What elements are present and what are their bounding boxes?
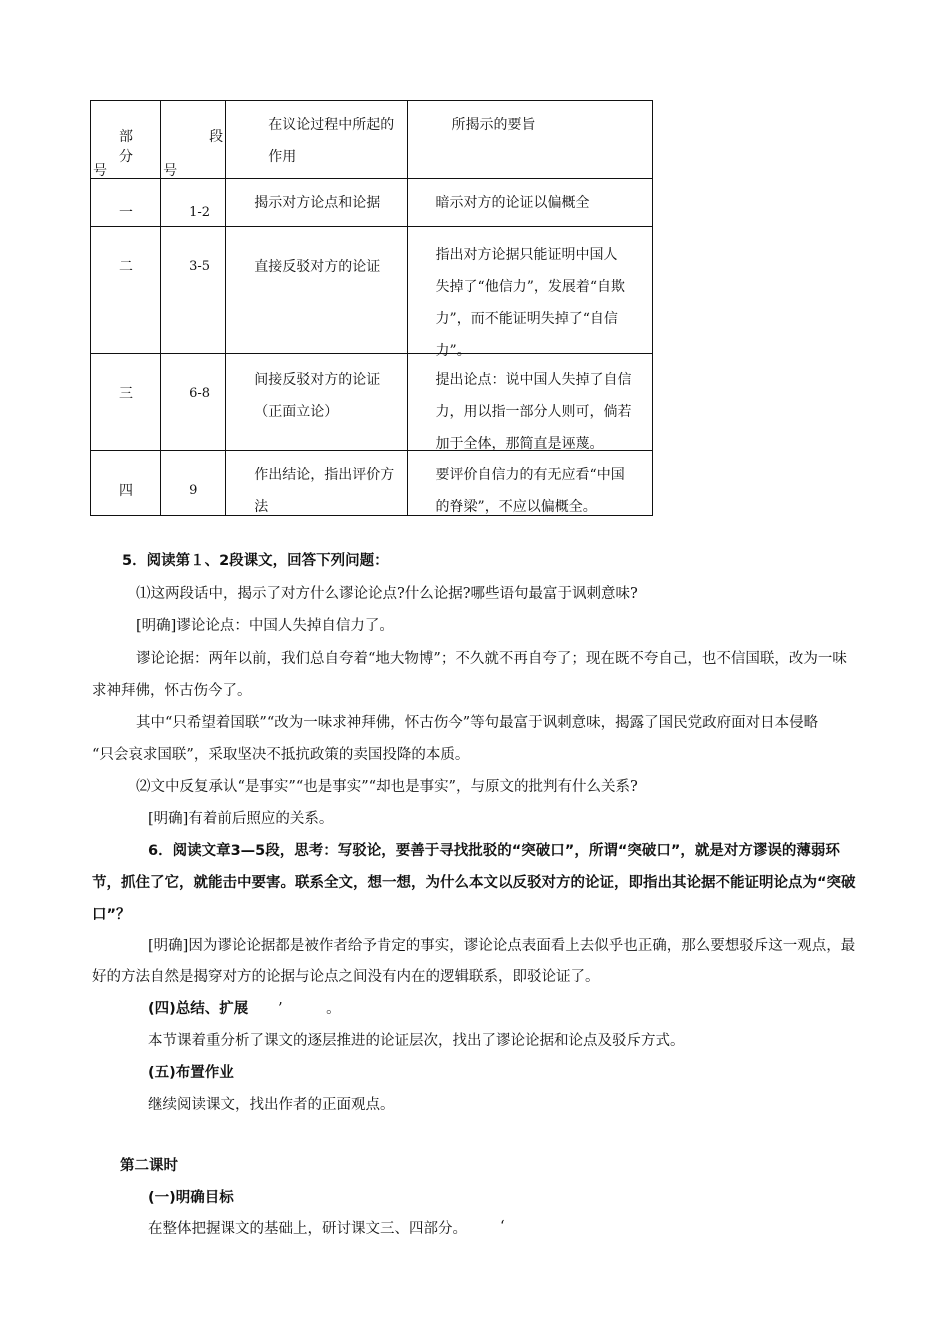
row-part — [91, 227, 161, 354]
row-part-text: 一 — [119, 205, 133, 221]
row-point-line: 加于全体，那简直是诬蔑。 — [435, 436, 604, 452]
row-point — [407, 354, 652, 451]
row-point-line: 的脊梁”，不应以偏概全。 — [435, 499, 597, 515]
header-part-number — [91, 101, 161, 179]
header-point — [407, 101, 652, 179]
row-role-text: 直接反驳对方的论证 — [254, 259, 381, 275]
row-part — [91, 354, 161, 451]
row-role-line: 间接反驳对方的论证 — [254, 372, 381, 388]
row-role-line: （正面立论） — [254, 404, 339, 420]
row-para — [161, 451, 226, 516]
row-para-text: 9 — [189, 483, 198, 498]
question-6-line-1: 6．阅读文章3—5段，思考：写驳论，要善于寻找批驳的“突破口”，所谓“突破口”，就是对方谬误的薄弱环 — [148, 843, 840, 859]
row-point-line: 力，用以指一部分人则可，倘若 — [435, 404, 632, 420]
row-point-line: 提出论点：说中国人失掉了自信 — [435, 372, 632, 388]
header-paragraph-number — [161, 101, 226, 179]
row-role — [226, 451, 407, 516]
question-5-2: ⑵文中反复承认“是事实”“也是事实”“却也是事实”，与原文的批判有什么关系? — [136, 779, 638, 795]
table-row — [91, 354, 653, 451]
row-role-text: 揭示对方论点和论据 — [254, 195, 381, 211]
row-point-line: 失掉了“他信力”，发展着“自欺 — [435, 279, 626, 295]
row-role-line: 作出结论，指出评价方 — [254, 467, 395, 483]
section-4-text: 本节课着重分析了课文的逐层推进的论证层次，找出了谬论论据和论点及驳斥方式。 — [148, 1033, 685, 1049]
row-part — [91, 179, 161, 227]
row-para — [161, 179, 226, 227]
row-point-line: 指出对方论据只能证明中国人 — [435, 247, 618, 263]
row-point-line: 要评价自信力的有无应看“中国 — [435, 467, 625, 483]
table-row — [91, 179, 653, 227]
row-role — [226, 179, 407, 227]
question-6-line-3: 口”？ — [92, 907, 131, 923]
row-point-line: 力”，而不能证明失掉了“自信 — [435, 311, 618, 327]
table-row — [91, 451, 653, 516]
question-5-1-basis: 谬论论据：两年以前，我们总自夸着“地大物博”；不久就不再自夸了；现在既不夸自己，也不信国联，改为一味 — [136, 651, 847, 667]
row-role-line: 法 — [254, 499, 269, 515]
lesson-2-mark: ‘ — [500, 1219, 505, 1235]
row-role — [226, 227, 407, 354]
header-part-label: 部 分 — [119, 129, 147, 165]
header-role-label-2: 作用 — [268, 149, 297, 165]
section-5-title: (五)布置作业 — [148, 1065, 234, 1081]
question-6-answer: [明确]因为谬论论据都是被作者给予肯定的事实，谬论论点表面看上去似乎也正确，那么要想驳斥这一观点，最 — [148, 938, 856, 954]
table-row — [91, 227, 653, 354]
question-5-1: ⑴这两段话中，揭示了对方什么谬论论点?什么论据?哪些语句最富于讽刺意味? — [136, 586, 638, 602]
lesson-2-title: 第二课时 — [120, 1158, 178, 1174]
question-5-2-answer: [明确]有着前后照应的关系。 — [148, 811, 334, 827]
row-part — [91, 451, 161, 516]
row-para — [161, 227, 226, 354]
row-point — [407, 179, 652, 227]
question-5-1-irony-cont: “只会哀求国联”，采取坚决不抵抗政策的卖国投降的本质。 — [92, 747, 470, 763]
row-para-text: 6-8 — [189, 386, 211, 401]
lesson-2-section-1-title: (一)明确目标 — [148, 1190, 234, 1206]
section-4-title: (四)总结、扩展 — [148, 1001, 249, 1017]
question-5-1-basis-cont: 求神拜佛，怀古伤今了。 — [92, 683, 252, 699]
header-point-label: 所揭示的要旨 — [451, 117, 536, 133]
table-header-row — [91, 101, 653, 179]
row-part-text: 二 — [119, 259, 133, 275]
row-role — [226, 354, 407, 451]
row-point — [407, 451, 652, 516]
question-6-answer-cont: 好的方法自然是揭穿对方的论据与论点之间没有内在的逻辑联系，即驳论证了。 — [92, 969, 600, 985]
row-para-text: 3-5 — [189, 259, 211, 274]
section-4-mark: ’ 。 — [278, 1001, 341, 1017]
section-5-text: 继续阅读课文，找出作者的正面观点。 — [148, 1097, 395, 1113]
row-point-line: 力”。 — [435, 343, 471, 359]
row-para — [161, 354, 226, 451]
question-6-line-2: 节，抓住了它，就能击中要害。联系全文，想一想，为什么本文以反驳对方的论证，即指出其论据不能证明论点为“突破 — [92, 875, 856, 891]
header-part-label-2: 号 — [93, 163, 107, 179]
header-para-label: 段 — [209, 129, 224, 145]
row-point — [407, 227, 652, 359]
header-role — [226, 101, 407, 179]
row-point-text: 暗示对方的论证以偏概全 — [435, 195, 590, 211]
lesson-2-text: 在整体把握课文的基础上，研讨课文三、四部分。 — [148, 1221, 467, 1237]
row-part-text: 四 — [119, 483, 133, 499]
question-5-1-answer: [明确]谬论论点：中国人失掉自信力了。 — [136, 618, 394, 634]
header-role-label: 在议论过程中所起的 — [268, 117, 395, 133]
analysis-table — [90, 100, 653, 516]
row-part-text: 三 — [119, 386, 133, 402]
question-5-1-irony: 其中“只希望着国联”“改为一味求神拜佛，怀古伤今”等句最富于讽刺意味，揭露了国民党政府面对日本侵略 — [136, 715, 819, 731]
header-para-label-2: 号 — [163, 163, 178, 179]
row-para-text: 1-2 — [189, 205, 211, 220]
question-5-title: 5．阅读第１、2段课文，回答下列问题： — [122, 553, 389, 569]
